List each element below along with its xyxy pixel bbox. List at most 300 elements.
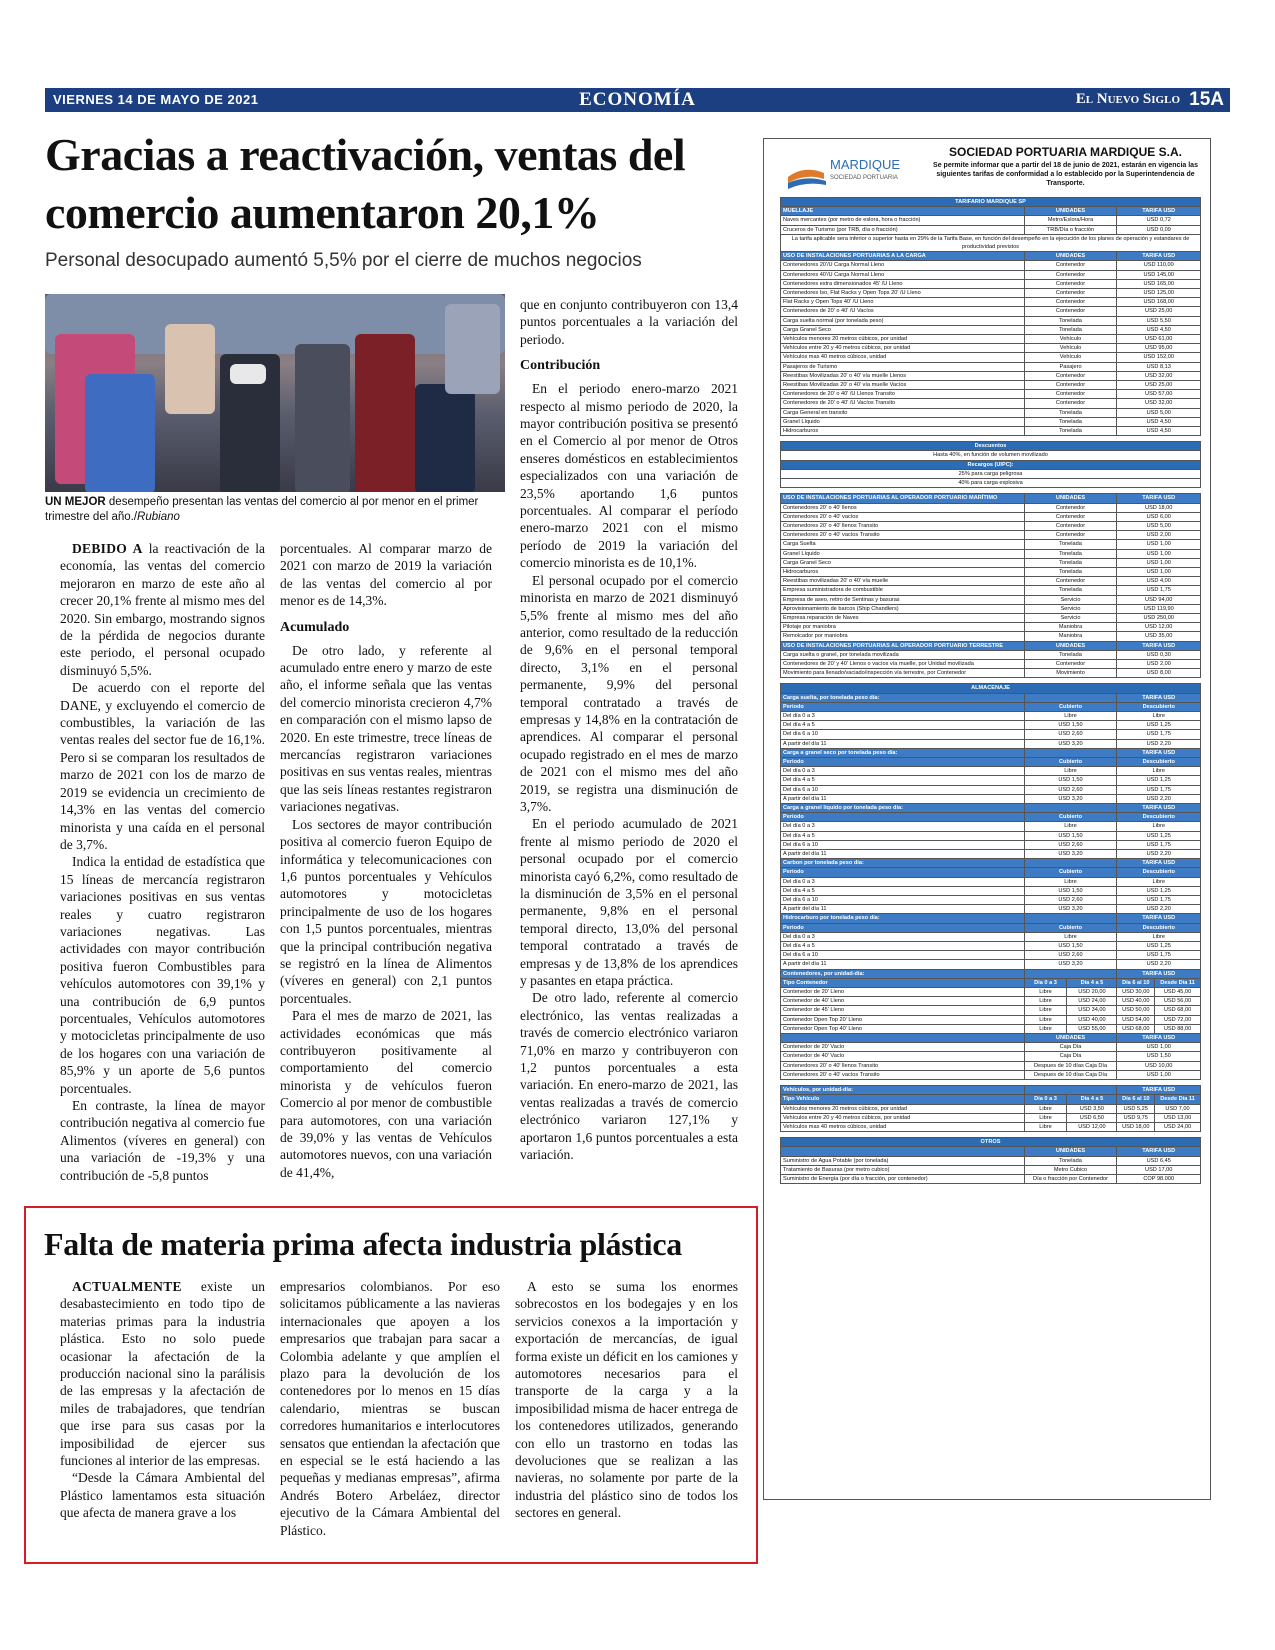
tariff-cell: Del día 4 a 5 (781, 776, 1025, 785)
tariff-cell: Aprovisionamiento de barcos (Ship Chandlers) (781, 604, 1025, 613)
tariff-cell: USD 2,60 (1024, 730, 1117, 739)
tariff-row (781, 316, 1201, 325)
tariff-cell: Pilotaje por maniobra (781, 623, 1025, 632)
tariff-cell: Libre (1117, 767, 1201, 776)
tariff-cell: USD 0,72 (1117, 216, 1201, 225)
tariff-cell: Carga a granel seco por tonelada peso día: (781, 748, 1025, 757)
tariff-row (781, 586, 1201, 595)
tariff-row (781, 739, 1201, 748)
tariff-cell: Contenedor (1024, 279, 1117, 288)
tariff-cell: Reestibas movilizadas 20' o 40' vía muelle (781, 577, 1025, 586)
tariff-row (781, 479, 1201, 488)
tariff-row (781, 577, 1201, 586)
tariff-cell: USD 1,75 (1117, 840, 1201, 849)
tariff-row (781, 951, 1201, 960)
tariff-cell: USD 2,60 (1024, 840, 1117, 849)
tariff-cell: Tipo Vehículo (781, 1095, 1025, 1104)
tariff-cell: Libre (1024, 1104, 1067, 1113)
tariff-cell: Libre (1117, 822, 1201, 831)
tariff-row (781, 1043, 1201, 1052)
tariff-cell: USD 25,00 (1117, 307, 1201, 316)
tariff-row (781, 549, 1201, 558)
tariff-cell: USD 1,75 (1117, 896, 1201, 905)
tariff-row (781, 1024, 1201, 1033)
tariff-row (781, 298, 1201, 307)
tariff-row (781, 270, 1201, 279)
tariff-cell: USD 1,50 (1117, 1052, 1201, 1061)
tariff-cell: UNIDADES (1024, 641, 1117, 650)
tariff-cell: Descubierto (1117, 923, 1201, 932)
tariff-cell: Contenedores 20' o 40' llenos Transito (781, 521, 1025, 530)
tariff-cell: 25% para carga peligrosa (781, 469, 1201, 478)
tariff-row (781, 604, 1201, 613)
tariff-cell: Movimiento para llenado/vaciado/inspección vía terrestre, por Contenedor (781, 669, 1025, 678)
tariff-cell: UNIDADES (1024, 1034, 1117, 1043)
page-header (45, 88, 1230, 112)
tariff-row (781, 289, 1201, 298)
tariff-row (781, 1156, 1201, 1165)
tariff-cell: USD 24,00 (1155, 1122, 1201, 1131)
tariff-cell (1024, 914, 1117, 923)
tariff-cell: Del día 4 a 5 (781, 721, 1025, 730)
tariff-cell: Vehículos menores 20 metros cúbicos, por unidad (781, 335, 1025, 344)
tariff-cell: Del día 6 a 10 (781, 840, 1025, 849)
tariff-row (781, 307, 1201, 316)
tariff-cell: USD 1,75 (1117, 951, 1201, 960)
tariff-cell: USD 165,00 (1117, 279, 1201, 288)
tariff-cell: USD 1,50 (1024, 886, 1117, 895)
tariff-row (781, 531, 1201, 540)
section-name: ECONOMÍA (579, 89, 696, 110)
tariff-cell: USD 168,00 (1117, 298, 1201, 307)
tariff-cell: USD 1,25 (1117, 776, 1201, 785)
tariff-cell: TARIFA USD (1117, 969, 1201, 978)
tariff-table (780, 197, 1201, 1184)
tariff-row (781, 785, 1201, 794)
tariff-cell: A partir del día 11 (781, 850, 1025, 859)
tariff-cell: Contenedores 20' o 40' llenos (781, 503, 1025, 512)
tariff-cell: Descubierto (1117, 702, 1201, 711)
tariff-cell: Contenedor (1024, 577, 1117, 586)
tariff-cell: Contenedor (1024, 381, 1117, 390)
tariff-cell: Del día 6 a 10 (781, 951, 1025, 960)
tariff-cell: UNIDADES (1024, 252, 1117, 261)
tariff-cell: Día 4 a 5 (1067, 978, 1117, 987)
tariff-cell: Del día 0 a 3 (781, 767, 1025, 776)
tariff-row (781, 896, 1201, 905)
tariff-cell: Contenedores 20' o 40' vacíos Transito (781, 1070, 1025, 1079)
tariff-cell: USD 5,25 (1117, 1104, 1155, 1113)
tariff-cell: Periodo (781, 923, 1025, 932)
tariff-cell: Contenedor (1024, 298, 1117, 307)
tariff-cell: USD 9,75 (1117, 1113, 1155, 1122)
tariff-cell: Hidrocarburos (781, 567, 1025, 576)
tariff-cell: USD 1,00 (1117, 567, 1201, 576)
logo-sub: SOCIEDAD PORTUARIA (830, 175, 898, 181)
tariff-cell: Despues de 10 días Caja Día (1024, 1070, 1117, 1079)
tariff-cell: TARIFA USD (1117, 1147, 1201, 1156)
paragraph: “Desde la Cámara Ambiental del Plástico lamentamos esta situación que afecta de manera grave a los (60, 1470, 265, 1521)
tariff-row (781, 923, 1201, 932)
tariff-cell: Vehículo (1024, 344, 1117, 353)
tariff-cell: USD 18,00 (1117, 1122, 1155, 1131)
tariff-cell: Contenedor (1024, 307, 1117, 316)
tariff-cell (781, 1034, 1025, 1043)
tariff-cell: Vehículos, por unidad-día: (781, 1086, 1025, 1095)
article-column-1 (60, 540, 265, 1184)
tariff-cell: Libre (1117, 877, 1201, 886)
tariff-row (781, 850, 1201, 859)
paragraph: empresarios colombianos. Por eso solicitamos públicamente a las navieras internacionales que apoyen a los empresarios que trabajan para sacar a Colombia adelante y que amplíen el plazo para la devolución de los contenedores por lo menos en 15 días calendario, mientras se buscan corredores humanitarios e interlocutores sensatos que entiendan la afectación que en especial se le está haciendo a las pequeñas y medianas empresas”, afirma Andrés Botero Arbeláez, director ejecutivo de la Cámara Ambiental del Plástico. (280, 1279, 500, 1538)
paragraph: A esto se suma los enormes sobrecostos en los bodegajes y en los servicios conexos a la importación y exportación de mercancías, de igual forma existe un déficit en los camiones y automotores necesarios para el transporte de la carga y a la imposibilidad misma de hacer entrega de los contenedores utilizados, generando con ello un trastorno en todas las devoluciones que se realizan a las navieras, no solamente por parte de la industria del plástico sino de todos los sectores en general. (515, 1279, 738, 1521)
tariff-row (781, 1147, 1201, 1156)
tariff-row (781, 540, 1201, 549)
tariff-cell: Servicio (1024, 595, 1117, 604)
tariff-cell: Carga Granel Seco (781, 325, 1025, 334)
company-name: SOCIEDAD PORTUARIA MARDIQUE S.A. (949, 145, 1182, 159)
tariff-row (781, 988, 1201, 997)
tariff-advertisement (763, 138, 1211, 1500)
tariff-row (781, 613, 1201, 622)
tariff-cell: ALMACENAJE (781, 684, 1201, 693)
tariff-cell: Pasajero (1024, 362, 1117, 371)
logo-name: MARDIQUE (830, 157, 901, 172)
tariff-cell: USD 68,00 (1155, 1006, 1201, 1015)
tariff-cell: Contenedores 20' o 40' vacíos Transito (781, 531, 1025, 540)
tariff-cell: Tonelada (1024, 325, 1117, 334)
tariff-cell: Contenedor (1024, 399, 1117, 408)
tariff-cell: Tratamiento de Basuras (por metro cubico) (781, 1165, 1025, 1174)
tariff-row (781, 494, 1201, 503)
tariff-cell: La tarifa aplicable sera inferior o superior hasta en 29% de la Tarifa Base, en función del desempeño en la ejecución de los planes de operación y estandares de productividad previstos (781, 234, 1201, 251)
ad-intro: Se permite informar que a partir del 18 de junio de 2021, estarán en vigencia las siguientes tarifas de conformidad a lo establecido por la Superintendencia de Transporte. (933, 162, 1198, 187)
tariff-row (781, 353, 1201, 362)
tariff-cell: USD 2,00 (1117, 531, 1201, 540)
tariff-row (781, 279, 1201, 288)
tariff-cell: USD 95,00 (1117, 344, 1201, 353)
tariff-cell: Desde Día 11 (1155, 1095, 1201, 1104)
tariff-row (781, 822, 1201, 831)
tariff-cell: Flat Racks y Open Tops 40' /U Lleno (781, 298, 1025, 307)
tariff-cell: USD 30,00 (1117, 988, 1155, 997)
tariff-row (781, 1174, 1201, 1183)
tariff-cell: Contenedor Open Top 40' Lleno (781, 1024, 1025, 1033)
tariff-cell (1024, 693, 1117, 702)
tariff-cell: USO DE INSTALACIONES PORTUARIAS AL OPERADOR PORTUARIO TERRESTRE (781, 641, 1025, 650)
tariff-cell: USD 24,00 (1067, 997, 1117, 1006)
tariff-cell: Carga suelta o granel, por tonelada movilizada (781, 650, 1025, 659)
paragraph: De acuerdo con el reporte del DANE, y excluyendo el comercio de combustibles, la variación de las ventas reales del sector fue de 16,1%. Pero si se comparan los resultados de marzo de 2021 con los de marzo de 2019 se evidencia un crecimiento de 14,3% en las ventas del comercio minorista y una caída en el personal de 3,7%. (60, 680, 265, 852)
tariff-row (781, 1015, 1201, 1024)
tariff-cell: USD 1,00 (1117, 1043, 1201, 1052)
tariff-row (781, 408, 1201, 417)
tariff-cell: USD 1,75 (1117, 785, 1201, 794)
tariff-cell: USD 1,25 (1117, 942, 1201, 951)
tariff-cell: Servicio (1024, 613, 1117, 622)
tariff-row (781, 684, 1201, 693)
mardique-logo (784, 149, 914, 193)
tariff-cell: Reestibas Movilizadas 20' o 40' vía muelle Llenos (781, 371, 1025, 380)
tariff-cell: USD 6,00 (1117, 512, 1201, 521)
tariff-cell: Del día 6 a 10 (781, 785, 1025, 794)
tariff-cell: USD 34,00 (1067, 1006, 1117, 1015)
tariff-row (781, 776, 1201, 785)
tariff-row (781, 757, 1201, 766)
tariff-row (781, 831, 1201, 840)
tariff-cell: Del día 0 a 3 (781, 932, 1025, 941)
tariff-cell: Día 6 al 10 (1117, 978, 1155, 987)
tariff-cell: USD 4,50 (1117, 417, 1201, 426)
tariff-cell: USD 152,00 (1117, 353, 1201, 362)
tariff-cell: USD 12,00 (1117, 623, 1201, 632)
tariff-cell: USD 55,00 (1067, 1024, 1117, 1033)
article-photo (45, 294, 505, 492)
tariff-cell: Contenedores extra dimensionados 45' /U Lleno (781, 279, 1025, 288)
tariff-cell: Libre (1024, 1024, 1067, 1033)
tariff-row (781, 1086, 1201, 1095)
tariff-row (781, 1034, 1201, 1043)
paragraph: De otro lado, referente al comercio electrónico, las ventas realizadas a través de comercio electrónico variaron 71,0% en marzo y contribuyeron con 1,2 puntos porcentuales a esta variación. En enero-marzo de 2021, las ventas realizadas a través de comercio electrónico variaron 127,1% y aportaron 1,6 puntos porcentuales a esta variación. (520, 990, 738, 1163)
tariff-row (781, 868, 1201, 877)
tariff-cell: Vehículos menores 20 metros cúbicos, por unidad (781, 1104, 1025, 1113)
tariff-cell: COP 98.000 (1117, 1174, 1201, 1183)
tariff-row (781, 198, 1201, 207)
tariff-cell: Periodo (781, 757, 1025, 766)
tariff-row (781, 1138, 1201, 1147)
tariff-cell: Del día 0 a 3 (781, 877, 1025, 886)
tariff-cell (1024, 859, 1117, 868)
paragraph: En el periodo acumulado de 2021 frente al mismo periodo de 2020 el personal ocupado por el comercio minorista cayó 6,2%, como resultado de la disminución de 3,5% en el personal permanente, 9,8% en el personal temporal directo, 13,0% del personal temporal contratado a través de empresas y de 13,8% de los aprendices y pasantes en etapa práctica. (520, 816, 738, 989)
tariff-cell: Empresa suministradora de combustible (781, 586, 1025, 595)
tariff-row (781, 623, 1201, 632)
tariff-cell: Contenedor (1024, 371, 1117, 380)
tariff-cell: Vehículos entre 20 y 40 metros cúbicos, por unidad (781, 1113, 1025, 1122)
tariff-cell: USD 72,00 (1155, 1015, 1201, 1024)
tariff-cell: Del día 0 a 3 (781, 711, 1025, 720)
tariff-cell: Del día 0 a 3 (781, 822, 1025, 831)
caption-lead: UN MEJOR (45, 496, 106, 508)
tariff-cell: USD 2,20 (1117, 794, 1201, 803)
tariff-row (781, 216, 1201, 225)
tariff-cell: Del día 6 a 10 (781, 896, 1025, 905)
tariff-cell: Suministro de Energía (por día o fracción, por contenedor) (781, 1174, 1025, 1183)
tariff-cell: Periodo (781, 868, 1025, 877)
tariff-cell: Libre (1024, 988, 1067, 997)
tariff-row (781, 558, 1201, 567)
tariff-row (781, 877, 1201, 886)
tariff-cell: USD 3,20 (1024, 850, 1117, 859)
tariff-row (781, 932, 1201, 941)
tariff-cell: Carga Granel Seco (781, 558, 1025, 567)
tariff-cell: Empresa reparación de Naves (781, 613, 1025, 622)
tariff-cell: USD 1,00 (1117, 540, 1201, 549)
paragraph: Los sectores de mayor contribución positiva al comercio fueron Equipo de informática y telecomunicaciones con 1,6 puntos porcentuales y Vehículos automotores y motocicletas principalmente de uso de los hogares con 1,5 puntos porcentuales, mientras que la principal contribución negativa se registró en la línea de Alimentos (víveres en general) con 2,1 puntos porcentuales. (280, 816, 492, 1006)
tariff-row (781, 859, 1201, 868)
tariff-cell: Cubierto (1024, 813, 1117, 822)
tariff-cell: USD 3,20 (1024, 794, 1117, 803)
tariff-cell: USO DE INSTALACIONES PORTUARIAS A LA CARGA (781, 252, 1025, 261)
tariff-cell: Carga suelta, por tonelada peso día: (781, 693, 1025, 702)
tariff-cell: Contenedor (1024, 659, 1117, 668)
tariff-cell: Descubierto (1117, 868, 1201, 877)
tariff-cell: A partir del día 11 (781, 739, 1025, 748)
tariff-row (781, 978, 1201, 987)
tariff-cell: OTROS (781, 1138, 1201, 1147)
tariff-cell: A partir del día 11 (781, 794, 1025, 803)
tariff-cell: TARIFA USD (1117, 252, 1201, 261)
tariff-cell: Libre (1024, 822, 1117, 831)
tariff-cell: Carga Suelta (781, 540, 1025, 549)
photo-caption (45, 495, 505, 525)
tariff-cell: Recargos (UIPC): (781, 460, 1201, 469)
tariff-cell: Cubierto (1024, 868, 1117, 877)
tariff-cell: Día 0 a 3 (1024, 1095, 1067, 1104)
tariff-cell: USD 2,20 (1117, 905, 1201, 914)
tariff-cell: USD 20,00 (1067, 988, 1117, 997)
newspaper-logo: El Nuevo Siglo (1075, 91, 1180, 107)
tariff-cell: Pasajeros de Turismo (781, 362, 1025, 371)
tariff-cell: TARIFA USD (1117, 748, 1201, 757)
tariff-cell: Vehículos entre 20 y 40 metros cúbicos, por unidad (781, 344, 1025, 353)
tariff-cell: Granel Líquido (781, 417, 1025, 426)
tariff-cell: Tonelada (1024, 408, 1117, 417)
tariff-cell: USD 5,00 (1117, 521, 1201, 530)
tariff-cell: USD 1,75 (1117, 730, 1201, 739)
paragraph: Para el mes de marzo de 2021, las actividades económicas que más contribuyeron positivamente al comportamiento del comercio minorista y de vehículos fueron Comercio al por menor de combustible para automotores, con una variación de 39,0% y las ventas de Vehículos automotores nuevos, con una variación de 41,4%, (280, 1008, 492, 1180)
tariff-cell: Libre (1024, 1015, 1067, 1024)
tariff-cell: USD 4,50 (1117, 325, 1201, 334)
tariff-cell: USD 13,00 (1155, 1113, 1201, 1122)
tariff-row (781, 748, 1201, 757)
tariff-cell: USD 2,20 (1117, 739, 1201, 748)
tariff-cell: A partir del día 11 (781, 960, 1025, 969)
box-headline: Falta de materia prima afecta industria plástica (44, 1226, 682, 1262)
tariff-cell: TARIFA USD (1117, 207, 1201, 216)
tariff-cell: USD 1,00 (1117, 549, 1201, 558)
tariff-row (781, 381, 1201, 390)
tariff-cell: USD 125,00 (1117, 289, 1201, 298)
tariff-cell: Del día 4 a 5 (781, 886, 1025, 895)
tariff-cell: USD 1,50 (1024, 776, 1117, 785)
tariff-row (781, 669, 1201, 678)
tariff-cell: USD 2,60 (1024, 785, 1117, 794)
tariff-cell: USD 2,20 (1117, 850, 1201, 859)
subheading-acumulado: Acumulado (280, 619, 350, 635)
tariff-cell: USD 94,00 (1117, 595, 1201, 604)
tariff-cell: Libre (1024, 997, 1067, 1006)
tariff-row (781, 942, 1201, 951)
tariff-cell: Del día 4 a 5 (781, 831, 1025, 840)
tariff-row (781, 442, 1201, 451)
tariff-cell: USD 35,00 (1117, 632, 1201, 641)
tariff-cell: Contenedores 20'/U Carga Normal Lleno (781, 261, 1025, 270)
tariff-cell: Contenedor (1024, 503, 1117, 512)
article-subhead: Personal desocupado aumentó 5,5% por el cierre de muchos negocios (45, 250, 642, 271)
tariff-cell: Descubierto (1117, 757, 1201, 766)
tariff-cell: Contenedor de 40' Vacío (781, 1052, 1025, 1061)
tariff-cell: Contenedores 40'/U Carga Normal Lleno (781, 270, 1025, 279)
tariff-cell: USD 12,00 (1067, 1122, 1117, 1131)
tariff-cell: USD 88,00 (1155, 1024, 1201, 1033)
tariff-row (781, 567, 1201, 576)
tariff-row (781, 1052, 1201, 1061)
tariff-cell: Día o fracción por Contenedor (1024, 1174, 1117, 1183)
tariff-row (781, 252, 1201, 261)
tariff-cell: USD 5,50 (1117, 316, 1201, 325)
tariff-cell: Libre (1024, 1006, 1067, 1015)
paragraph: El personal ocupado por el comercio minorista en marzo de 2021 disminuyó 5,5% frente al mismo mes del año anterior, como resultado de la reducción de 9,6% en el personal temporal directo, 3,1% en el personal permanente, 9,9% del personal temporal contratado a través de empresas y 14,8% en la contratación de aprendices. Al comparar el personal ocupado registrado en el mes de marzo de 2021 con el mismo mes del año 2019, se registra una disminución de 3,7%. (520, 572, 738, 814)
tariff-row (781, 702, 1201, 711)
tariff-cell: Despues de 10 días Caja Día (1024, 1061, 1117, 1070)
tariff-row (781, 234, 1201, 251)
tariff-row (781, 650, 1201, 659)
paragraph: existe un desabastecimiento en todo tipo de materias primas para la industria plástica. Esto no solo puede ocasionar la afectación de la producción nacional sino la parálisis de las empresas y la afectación de miles de trabajadores, que tendrían que irse para sus casas por la imposibilidad de ejercer sus funciones al interior de las empresas. (60, 1279, 265, 1469)
tariff-cell: Vehículos mas 40 metros cúbicos, unidad (781, 1122, 1025, 1131)
tariff-cell: Del día 6 a 10 (781, 730, 1025, 739)
tariff-cell: UNIDADES (1024, 1147, 1117, 1156)
tariff-cell: Vehículo (1024, 335, 1117, 344)
tariff-row (781, 371, 1201, 380)
tariff-row (781, 451, 1201, 460)
tariff-cell (1024, 1086, 1117, 1095)
tariff-cell: Tonelada (1024, 1156, 1117, 1165)
tariff-cell: USD 6,45 (1117, 1156, 1201, 1165)
tariff-cell: Contenedor (1024, 521, 1117, 530)
tariff-row (781, 1061, 1201, 1070)
box-column-1 (60, 1278, 265, 1522)
paragraph: porcentuales. Al comparar marzo de 2021 con marzo de 2019 la variación de las ventas del comercio al por menor es de 14,3%. (280, 541, 492, 609)
tariff-row (781, 521, 1201, 530)
tariff-cell: TRB/Día o fracción (1024, 225, 1117, 234)
tariff-row (781, 840, 1201, 849)
tariff-cell: Suministro de Agua Potable (por tonelada) (781, 1156, 1025, 1165)
tariff-cell: Día 4 a 5 (1067, 1095, 1117, 1104)
tariff-cell: Contenedor de 40' Lleno (781, 997, 1025, 1006)
tariff-cell: Libre (1024, 711, 1117, 720)
lead-word: ACTUALMENTE (72, 1279, 182, 1294)
tariff-cell: TARIFA USD (1117, 804, 1201, 813)
tariff-cell (1024, 748, 1117, 757)
tariff-cell (1024, 804, 1117, 813)
tariff-row (781, 417, 1201, 426)
tariff-cell: USD 6,50 (1067, 1113, 1117, 1122)
tariff-cell: USD 5,00 (1117, 408, 1201, 417)
tariff-row (781, 914, 1201, 923)
tariff-row (781, 693, 1201, 702)
tariff-cell: Tonelada (1024, 427, 1117, 436)
tariff-row (781, 969, 1201, 978)
tariff-cell: Día 6 al 10 (1117, 1095, 1155, 1104)
tariff-row (781, 335, 1201, 344)
tariff-cell: Vehículos mas 40 metros cúbicos, unidad (781, 353, 1025, 362)
tariff-cell: Caja Día (1024, 1043, 1117, 1052)
tariff-cell: Contenedores, por unidad-día: (781, 969, 1025, 978)
tariff-cell: Granel Líquido (781, 549, 1025, 558)
tariff-cell: Tonelada (1024, 567, 1117, 576)
tariff-cell: Carbon por tonelada peso día: (781, 859, 1025, 868)
tariff-cell: Tipo Contenedor (781, 978, 1025, 987)
tariff-cell: USD 40,00 (1067, 1015, 1117, 1024)
tariff-cell: USD 1,25 (1117, 721, 1201, 730)
tariff-row (781, 960, 1201, 969)
tariff-cell: USD 1,75 (1117, 586, 1201, 595)
tariff-row (781, 659, 1201, 668)
tariff-cell: Contenedores de 20' o 40' /U Vacíos (781, 307, 1025, 316)
tariff-row (781, 721, 1201, 730)
tariff-row (781, 997, 1201, 1006)
tariff-cell: USD 2,00 (1117, 659, 1201, 668)
tariff-cell: USD 3,20 (1024, 960, 1117, 969)
